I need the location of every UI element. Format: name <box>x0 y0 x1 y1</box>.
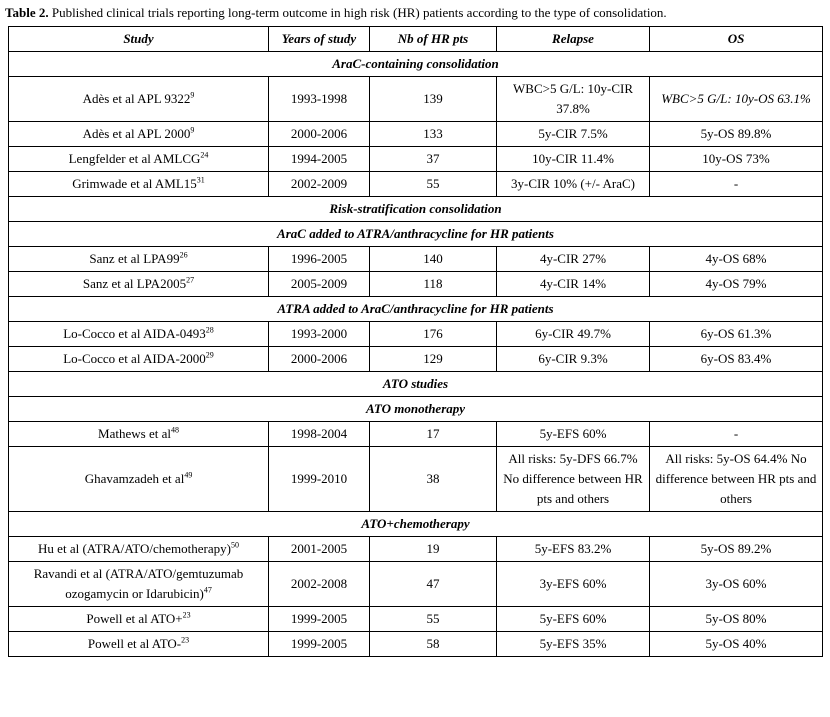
cell-relapse: WBC>5 G/L: 10y-CIR 37.8% <box>497 77 650 122</box>
column-header-os: OS <box>650 27 823 52</box>
cell-os: - <box>650 172 823 197</box>
cell-os: - <box>650 422 823 447</box>
cell-os: 6y-OS 61.3% <box>650 322 823 347</box>
cell-study <box>9 272 269 297</box>
cell-nb-hr-pts: 133 <box>370 122 497 147</box>
table-row <box>9 122 823 147</box>
section-row <box>9 52 823 77</box>
section-row <box>9 222 823 247</box>
reference-number: 47 <box>203 585 212 595</box>
section-row <box>9 372 823 397</box>
cell-relapse: 4y-CIR 14% <box>497 272 650 297</box>
cell-study <box>9 422 269 447</box>
cell-nb-hr-pts: 38 <box>370 447 497 512</box>
cell-years: 1998-2004 <box>269 422 370 447</box>
cell-study <box>9 537 269 562</box>
column-header-relapse: Relapse <box>497 27 650 52</box>
cell-years: 1999-2005 <box>269 607 370 632</box>
cell-nb-hr-pts: 55 <box>370 172 497 197</box>
table-body <box>9 52 823 657</box>
study-name: Powell et al ATO+ <box>86 611 183 626</box>
cell-years: 2005-2009 <box>269 272 370 297</box>
cell-nb-hr-pts: 47 <box>370 562 497 607</box>
cell-nb-hr-pts: 129 <box>370 347 497 372</box>
table-row <box>9 172 823 197</box>
cell-relapse: 6y-CIR 9.3% <box>497 347 650 372</box>
table-row <box>9 272 823 297</box>
cell-years: 2001-2005 <box>269 537 370 562</box>
clinical-trials-table <box>8 26 823 657</box>
cell-study <box>9 447 269 512</box>
reference-number: 26 <box>179 250 188 260</box>
reference-number: 48 <box>170 425 179 435</box>
cell-os: 4y-OS 68% <box>650 247 823 272</box>
cell-years: 1994-2005 <box>269 147 370 172</box>
table-row <box>9 632 823 657</box>
reference-number: 9 <box>190 125 195 135</box>
reference-number: 29 <box>205 350 214 360</box>
cell-relapse: 4y-CIR 27% <box>497 247 650 272</box>
study-name: Hu et al (ATRA/ATO/chemotherapy) <box>38 541 231 556</box>
study-name: Mathews et al <box>98 426 171 441</box>
cell-years: 1993-2000 <box>269 322 370 347</box>
cell-os: 5y-OS 40% <box>650 632 823 657</box>
header-row <box>9 27 823 52</box>
cell-years: 2002-2009 <box>269 172 370 197</box>
cell-study <box>9 122 269 147</box>
reference-number: 31 <box>196 175 205 185</box>
column-header-study: Study <box>9 27 269 52</box>
section-title: AraC-containing consolidation <box>9 52 823 77</box>
cell-nb-hr-pts: 19 <box>370 537 497 562</box>
table-row <box>9 607 823 632</box>
study-name: Lengfelder et al AMLCG <box>68 151 201 166</box>
cell-os: All risks: 5y-OS 64.4% No difference between HR pts and others <box>650 447 823 512</box>
cell-relapse: 3y-EFS 60% <box>497 562 650 607</box>
cell-years: 1996-2005 <box>269 247 370 272</box>
cell-os: 6y-OS 83.4% <box>650 347 823 372</box>
cell-years: 1999-2005 <box>269 632 370 657</box>
section-title: ATO monotherapy <box>9 397 823 422</box>
cell-study <box>9 147 269 172</box>
cell-study <box>9 322 269 347</box>
study-name: Sanz et al LPA99 <box>89 251 180 266</box>
cell-relapse: 10y-CIR 11.4% <box>497 147 650 172</box>
cell-nb-hr-pts: 37 <box>370 147 497 172</box>
cell-nb-hr-pts: 176 <box>370 322 497 347</box>
reference-number: 27 <box>186 275 195 285</box>
table-row <box>9 562 823 607</box>
section-row <box>9 297 823 322</box>
cell-relapse: All risks: 5y-DFS 66.7% No difference between HR pts and others <box>497 447 650 512</box>
cell-years: 2000-2006 <box>269 347 370 372</box>
cell-os: 5y-OS 89.2% <box>650 537 823 562</box>
table-row <box>9 322 823 347</box>
table-row <box>9 537 823 562</box>
study-name: Adès et al APL 2000 <box>82 126 191 141</box>
cell-relapse: 5y-CIR 7.5% <box>497 122 650 147</box>
reference-number: 49 <box>184 470 193 480</box>
cell-nb-hr-pts: 17 <box>370 422 497 447</box>
reference-number: 23 <box>181 635 190 645</box>
section-row <box>9 397 823 422</box>
study-name: Lo-Cocco et al AIDA-0493 <box>63 326 206 341</box>
cell-years: 2002-2008 <box>269 562 370 607</box>
reference-number: 24 <box>200 150 209 160</box>
section-title: AraC added to ATRA/anthracycline for HR patients <box>9 222 823 247</box>
cell-nb-hr-pts: 139 <box>370 77 497 122</box>
cell-os: 5y-OS 80% <box>650 607 823 632</box>
cell-years: 1999-2010 <box>269 447 370 512</box>
table-row <box>9 77 823 122</box>
cell-nb-hr-pts: 118 <box>370 272 497 297</box>
study-name: Lo-Cocco et al AIDA-2000 <box>63 351 206 366</box>
cell-relapse: 5y-EFS 83.2% <box>497 537 650 562</box>
reference-number: 28 <box>205 325 214 335</box>
column-header-years: Years of study <box>269 27 370 52</box>
study-name: Ghavamzadeh et al <box>84 471 185 486</box>
cell-relapse: 6y-CIR 49.7% <box>497 322 650 347</box>
reference-number: 50 <box>230 540 239 550</box>
cell-os: 4y-OS 79% <box>650 272 823 297</box>
cell-relapse: 3y-CIR 10% (+/- AraC) <box>497 172 650 197</box>
reference-number: 9 <box>190 90 195 100</box>
cell-os: 10y-OS 73% <box>650 147 823 172</box>
section-row <box>9 197 823 222</box>
study-name: Sanz et al LPA2005 <box>82 276 187 291</box>
section-title: ATO+chemotherapy <box>9 512 823 537</box>
cell-nb-hr-pts: 140 <box>370 247 497 272</box>
cell-years: 1993-1998 <box>269 77 370 122</box>
study-name: Powell et al ATO- <box>87 636 182 651</box>
cell-study <box>9 632 269 657</box>
reference-number: 23 <box>182 610 191 620</box>
cell-study <box>9 77 269 122</box>
table-row <box>9 347 823 372</box>
section-title: ATO studies <box>9 372 823 397</box>
study-name: Grimwade et al AML15 <box>72 176 197 191</box>
study-name: Ravandi et al (ATRA/ATO/gemtuzumab ozogamycin or Idarubicin) <box>33 566 244 601</box>
cell-study <box>9 247 269 272</box>
table-row <box>9 147 823 172</box>
column-header-nb-hr-pts: Nb of HR pts <box>370 27 497 52</box>
caption-label: Table 2. <box>5 5 49 20</box>
cell-relapse: 5y-EFS 60% <box>497 607 650 632</box>
cell-nb-hr-pts: 55 <box>370 607 497 632</box>
caption-text: Published clinical trials reporting long-term outcome in high risk (HR) patients according to the type of consolidation. <box>48 5 667 20</box>
study-name: Adès et al APL 9322 <box>82 91 191 106</box>
cell-nb-hr-pts: 58 <box>370 632 497 657</box>
cell-years: 2000-2006 <box>269 122 370 147</box>
section-title: Risk-stratification consolidation <box>9 197 823 222</box>
cell-os: 3y-OS 60% <box>650 562 823 607</box>
table-row <box>9 422 823 447</box>
table-caption <box>5 4 667 22</box>
cell-os: 5y-OS 89.8% <box>650 122 823 147</box>
section-title: ATRA added to AraC/anthracycline for HR patients <box>9 297 823 322</box>
table-row <box>9 447 823 512</box>
cell-relapse: 5y-EFS 35% <box>497 632 650 657</box>
cell-study <box>9 347 269 372</box>
cell-relapse: 5y-EFS 60% <box>497 422 650 447</box>
cell-study <box>9 172 269 197</box>
section-row <box>9 512 823 537</box>
cell-study <box>9 562 269 607</box>
cell-study <box>9 607 269 632</box>
table-row <box>9 247 823 272</box>
cell-os: WBC>5 G/L: 10y-OS 63.1% <box>650 77 823 122</box>
